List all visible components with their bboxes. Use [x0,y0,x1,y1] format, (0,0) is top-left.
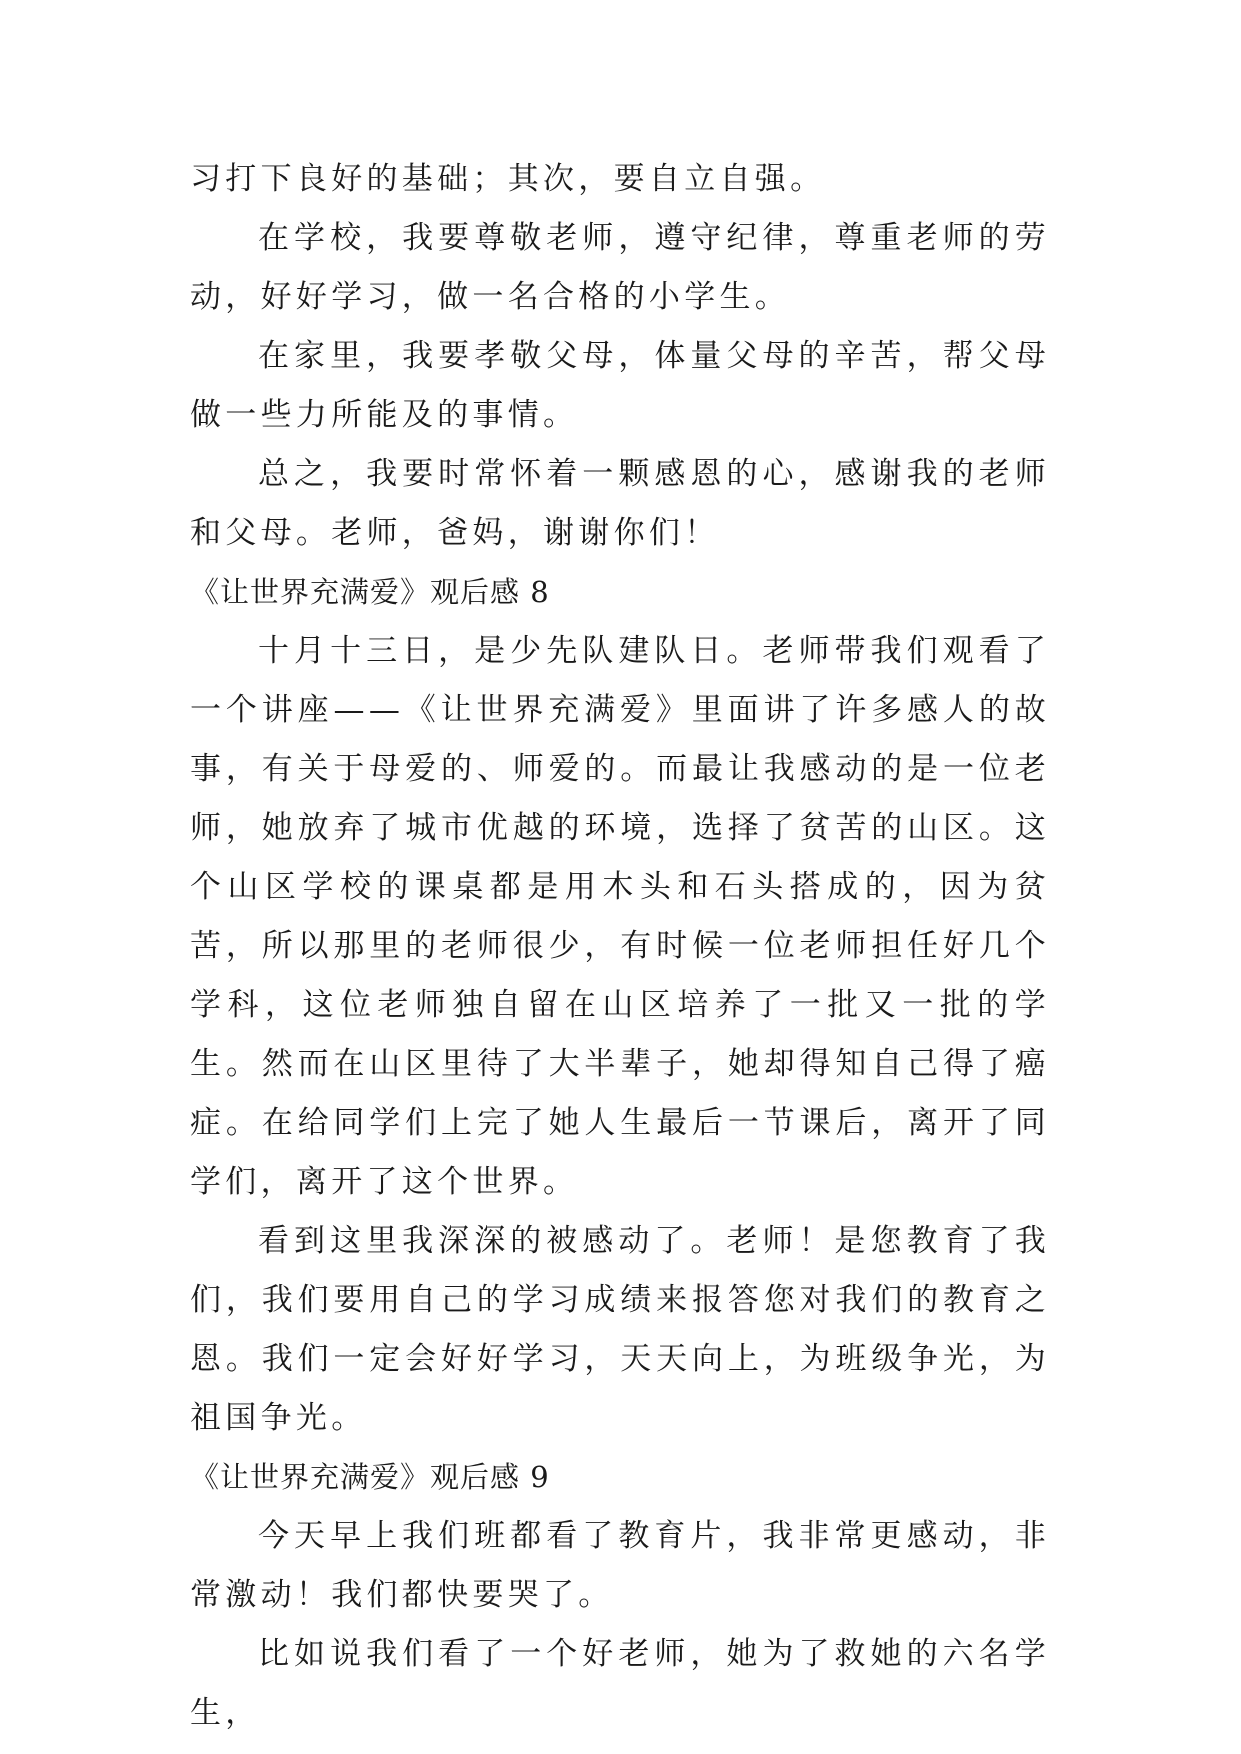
paragraph: 总之，我要时常怀着一颗感恩的心，感谢我的老师和父母。老师，爸妈，谢谢你们！ [190,456,1050,551]
section-heading: 《让世界充满爱》观后感 9 [190,1460,550,1494]
section-heading: 《让世界充满爱》观后感 8 [190,575,550,609]
paragraph: 比如说我们看了一个好老师，她为了救她的六名学生， [190,1636,1050,1731]
paragraph: 在家里，我要孝敬父母，体量父母的辛苦，帮父母做一些力所能及的事情。 [190,338,1050,433]
paragraph: 今天早上我们班都看了教育片，我非常更感动，非常激动！我们都快要哭了。 [190,1518,1050,1613]
paragraph: 习打下良好的基础；其次，要自立自强。 [190,161,826,197]
paragraph: 看到这里我深深的被感动了。老师！是您教育了我们，我们要用自己的学习成绩来报答您对我们的教育之恩。我们一定会好好学习，天天向上，为班级争光，为祖国争光。 [190,1223,1050,1436]
paragraph: 十月十三日，是少先队建队日。老师带我们观看了一个讲座——《让世界充满爱》里面讲了许多感人的故事，有关于母爱的、师爱的。而最让我感动的是一位老师，她放弃了城市优越的环境，选择了贫苦的山区。这个山区学校的课桌都是用木头和石头搭成的，因为贫苦，所以那里的老师很少，有时候一位老师担任好几个学科，这位老师独自留在山区培养了一批又一批的学生。然而在山区里待了大半辈子，她却得知自己得了癌症。在给同学们上完了她人生最后一节课后，离开了同学们，离开了这个世界。 [190,633,1050,1200]
paragraph: 在学校，我要尊敬老师，遵守纪律，尊重老师的劳动，好好学习，做一名合格的小学生。 [190,220,1050,315]
document-body [190,150,1050,1743]
